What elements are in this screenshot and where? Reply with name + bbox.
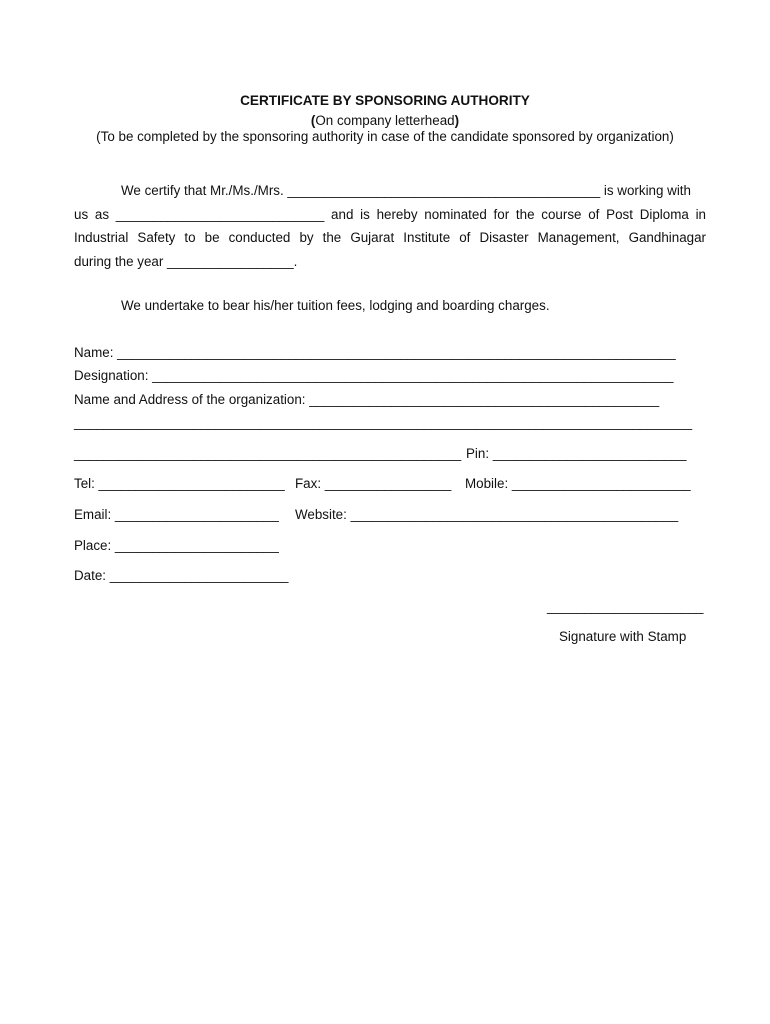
mobile-field: Mobile: ________________________ [465, 476, 691, 491]
date-field: Date: ________________________ [74, 568, 289, 583]
certify-line-4: during the year _________________. [74, 254, 298, 269]
signature-label: Signature with Stamp [559, 629, 687, 644]
certify-line-1: We certify that Mr./Ms./Mrs. __________________________________________ is working with [121, 183, 691, 198]
place-field: Place: ______________________ [74, 538, 279, 553]
certify-line-2: us as ____________________________ and is hereby nominated for the course of Post Diploma in [74, 207, 706, 222]
undertaking-text: We undertake to bear his/her tuition fees, lodging and boarding charges. [121, 298, 550, 313]
completion-note: (To be completed by the sponsoring authority in case of the candidate sponsored by organization) [96, 129, 674, 144]
subtitle-close-paren: ) [454, 113, 460, 128]
organization-address-line-3: ____________________________________________________ [74, 446, 462, 461]
subtitle-open-paren: ( [310, 113, 316, 128]
pin-field: Pin: __________________________ [466, 446, 687, 461]
subtitle-text: On company letterhead [315, 113, 455, 128]
email-field: Email: ______________________ [74, 507, 279, 522]
signature-line: _____________________ [547, 599, 704, 614]
fax-field: Fax: _________________ [295, 476, 452, 491]
document-subtitle [0, 113, 770, 129]
designation-field: Designation: ______________________________________________________________________ [74, 368, 674, 383]
document-title: CERTIFICATE BY SPONSORING AUTHORITY [240, 93, 530, 108]
organization-address-line-2: ___________________________________________________________________________________ [74, 415, 693, 430]
tel-field: Tel: _________________________ [74, 476, 285, 491]
certify-line-3: Industrial Safety to be conducted by the Gujarat Institute of Disaster Management, Gandhinagar [74, 230, 706, 245]
organization-field: Name and Address of the organization: _______________________________________________ [74, 392, 660, 407]
name-field: Name: ___________________________________________________________________________ [74, 345, 676, 360]
website-field: Website: ____________________________________________ [295, 507, 679, 522]
